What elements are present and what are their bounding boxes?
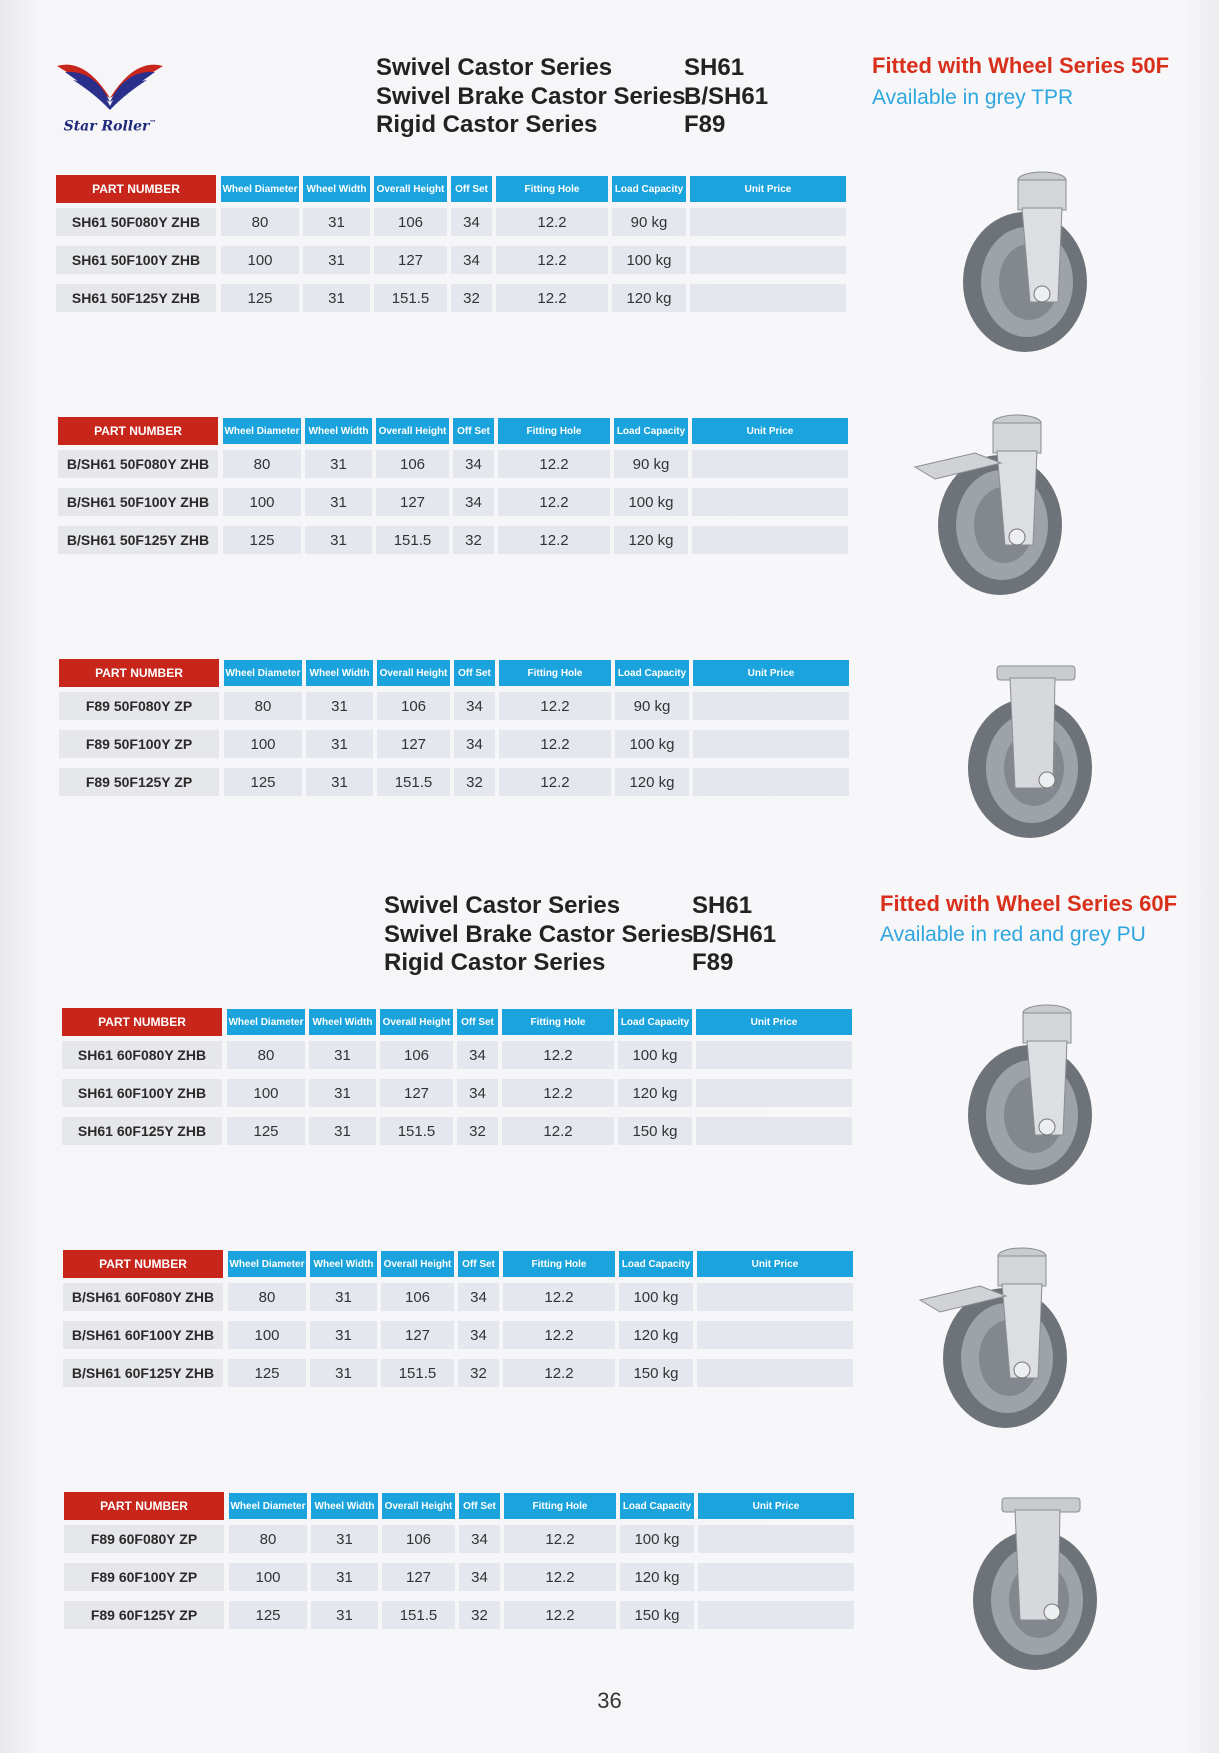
table-cell: 125 [221,284,299,312]
page-number: 36 [597,1688,622,1713]
star-roller-logo-icon [55,58,165,120]
table-cell: 31 [310,1283,377,1311]
series-name: Swivel Brake Castor Series [376,83,686,110]
table-cell: 12.2 [504,1563,616,1591]
table-cell: 12.2 [504,1525,616,1553]
part-number-cell: B/SH61 60F100Y ZHB [63,1321,223,1349]
column-header: Unit Price [692,418,848,444]
column-header: Wheel Width [310,1251,377,1277]
table-cell [693,730,849,758]
part-number-cell: SH61 60F125Y ZHB [62,1117,222,1145]
table-cell: 34 [458,1283,499,1311]
column-header: Load Capacity [619,1251,693,1277]
table-cell [696,1117,852,1145]
table-cell: 80 [227,1041,305,1069]
table-cell: 12.2 [496,284,608,312]
column-header: Off Set [454,660,495,686]
swivel-brake-castor-icon [910,1238,1110,1438]
column-header: Unit Price [696,1009,852,1035]
table-cell: 34 [454,692,495,720]
table-cell: 100 [227,1079,305,1107]
table-cell: 120 kg [619,1321,693,1349]
column-header: Wheel Diameter [224,660,302,686]
table-cell: 127 [381,1321,454,1349]
table-cell [693,768,849,796]
fitted-wheel-series: Fitted with Wheel Series 50F [872,53,1170,78]
column-header: PART NUMBER [59,659,219,687]
column-header: Wheel Diameter [221,176,299,202]
table-cell [697,1321,853,1349]
table-cell: 31 [306,692,373,720]
table-cell: 80 [229,1525,307,1553]
column-header: Off Set [451,176,492,202]
part-number-cell: SH61 60F100Y ZHB [62,1079,222,1107]
table-cell: 151.5 [377,768,450,796]
table-cell: 151.5 [376,526,449,554]
table-cell [697,1283,853,1311]
table-cell: 12.2 [503,1283,615,1311]
table-cell: 100 kg [618,1041,692,1069]
table-cell: 12.2 [499,730,611,758]
column-header: Fitting Hole [499,660,611,686]
spec-table [62,1008,852,1148]
part-number-cell: SH61 50F125Y ZHB [56,284,216,312]
column-header: PART NUMBER [64,1492,224,1520]
table-cell: 120 kg [615,768,689,796]
table-cell: 90 kg [615,692,689,720]
table-cell: 12.2 [496,208,608,236]
table-cell: 100 [228,1321,306,1349]
table-cell: 80 [228,1283,306,1311]
table-cell: 127 [376,488,449,516]
table-cell: 106 [376,450,449,478]
table-cell: 34 [451,208,492,236]
part-number-cell: SH61 50F100Y ZHB [56,246,216,274]
table-cell: 34 [459,1563,500,1591]
rigid-castor-icon [935,648,1135,848]
table-cell: 31 [305,488,372,516]
series-name: Swivel Castor Series [376,54,613,81]
table-cell: 125 [224,768,302,796]
table-cell: 31 [310,1321,377,1349]
table-cell: 34 [457,1041,498,1069]
table-cell [698,1525,854,1553]
table-cell: 32 [459,1601,500,1629]
series-code: B/SH61 [692,921,777,948]
part-number-cell: F89 60F080Y ZP [64,1525,224,1553]
table-cell: 100 [229,1563,307,1591]
table-cell: 12.2 [503,1321,615,1349]
table-cell: 120 kg [614,526,688,554]
table-cell: 31 [309,1117,376,1145]
part-number-cell: B/SH61 50F100Y ZHB [58,488,218,516]
table-cell: 31 [311,1601,378,1629]
table-cell: 32 [458,1359,499,1387]
table-cell: 127 [380,1079,453,1107]
table-cell: 12.2 [496,246,608,274]
table-cell: 12.2 [502,1117,614,1145]
table-cell [690,208,846,236]
table-cell: 31 [305,450,372,478]
brand-logo [55,58,165,138]
table-cell: 12.2 [498,488,610,516]
table-cell: 32 [453,526,494,554]
part-number-cell: B/SH61 60F125Y ZHB [63,1359,223,1387]
table-cell: 125 [229,1601,307,1629]
part-number-cell: B/SH61 50F125Y ZHB [58,526,218,554]
table-cell: 31 [305,526,372,554]
series-code: B/SH61 [684,83,769,110]
column-header: Overall Height [377,660,450,686]
series-name: Rigid Castor Series [376,111,598,138]
table-cell: 100 kg [615,730,689,758]
table-cell: 31 [303,284,370,312]
table-cell [696,1041,852,1069]
table-cell: 80 [223,450,301,478]
column-header: Wheel Width [306,660,373,686]
table-cell: 31 [309,1079,376,1107]
series-name: Swivel Castor Series [384,892,621,919]
column-header: Unit Price [690,176,846,202]
swivel-brake-castor-icon [905,405,1105,605]
table-cell: 125 [228,1359,306,1387]
table-cell: 127 [382,1563,455,1591]
table-cell: 100 kg [614,488,688,516]
spec-table [64,1492,854,1632]
table-cell: 120 kg [612,284,686,312]
series-code: F89 [692,949,734,976]
column-header: PART NUMBER [58,417,218,445]
table-cell: 12.2 [503,1359,615,1387]
column-header: Load Capacity [614,418,688,444]
table-cell [692,450,848,478]
table-cell: 31 [303,208,370,236]
table-cell: 12.2 [502,1041,614,1069]
spec-table [58,417,848,557]
series-code: SH61 [692,892,753,919]
table-cell [698,1563,854,1591]
part-number-cell: SH61 50F080Y ZHB [56,208,216,236]
part-number-cell: B/SH61 50F080Y ZHB [58,450,218,478]
table-cell: 12.2 [498,450,610,478]
table-cell: 151.5 [382,1601,455,1629]
series-name: Swivel Brake Castor Series [384,921,694,948]
column-header: Fitting Hole [498,418,610,444]
column-header: Wheel Width [309,1009,376,1035]
table-cell: 106 [382,1525,455,1553]
table-cell: 34 [454,730,495,758]
table-cell: 125 [227,1117,305,1145]
table-cell: 12.2 [504,1601,616,1629]
spec-table [59,659,849,799]
swivel-castor-icon [935,995,1135,1195]
column-header: Wheel Width [303,176,370,202]
column-header: Fitting Hole [504,1493,616,1519]
table-cell [698,1601,854,1629]
column-header: Off Set [457,1009,498,1035]
table-cell: 127 [374,246,447,274]
table-cell: 100 [223,488,301,516]
column-header: Unit Price [693,660,849,686]
table-cell: 151.5 [380,1117,453,1145]
part-number-cell: F89 50F125Y ZP [59,768,219,796]
table-cell [692,526,848,554]
table-cell [697,1359,853,1387]
column-header: Unit Price [697,1251,853,1277]
table-cell: 151.5 [381,1359,454,1387]
table-cell: 32 [457,1117,498,1145]
table-cell: 80 [224,692,302,720]
table-cell: 106 [377,692,450,720]
table-cell: 80 [221,208,299,236]
column-header: Off Set [453,418,494,444]
column-header: Load Capacity [612,176,686,202]
table-cell: 100 kg [620,1525,694,1553]
table-cell: 32 [451,284,492,312]
fitted-wheel-series: Fitted with Wheel Series 60F [880,891,1178,916]
column-header: Fitting Hole [503,1251,615,1277]
column-header: Fitting Hole [502,1009,614,1035]
column-header: Load Capacity [615,660,689,686]
column-header: Wheel Width [305,418,372,444]
table-cell: 127 [377,730,450,758]
column-header: Off Set [458,1251,499,1277]
table-cell: 34 [453,488,494,516]
column-header: Unit Price [698,1493,854,1519]
table-cell: 32 [454,768,495,796]
table-cell: 31 [311,1563,378,1591]
rigid-castor-icon [940,1480,1140,1680]
table-cell: 100 [221,246,299,274]
spec-table [63,1250,853,1390]
table-cell: 100 kg [619,1283,693,1311]
table-cell: 31 [306,730,373,758]
table-cell: 151.5 [374,284,447,312]
series-code: SH61 [684,54,745,81]
column-header: Overall Height [382,1493,455,1519]
table-cell: 31 [303,246,370,274]
column-header: Off Set [459,1493,500,1519]
part-number-cell: F89 50F100Y ZP [59,730,219,758]
table-cell: 31 [311,1525,378,1553]
column-header: PART NUMBER [62,1008,222,1036]
table-cell [693,692,849,720]
part-number-cell: SH61 60F080Y ZHB [62,1041,222,1069]
column-header: PART NUMBER [63,1250,223,1278]
series-name: Rigid Castor Series [384,949,606,976]
part-number-cell: F89 60F125Y ZP [64,1601,224,1629]
table-cell [692,488,848,516]
brand-name: Star Roller™ [63,118,157,135]
column-header: Wheel Diameter [229,1493,307,1519]
column-header: Load Capacity [618,1009,692,1035]
table-cell [696,1079,852,1107]
table-cell: 120 kg [618,1079,692,1107]
table-cell: 106 [381,1283,454,1311]
column-header: Fitting Hole [496,176,608,202]
swivel-castor-icon [930,162,1130,362]
table-cell: 34 [457,1079,498,1107]
table-cell: 125 [223,526,301,554]
table-cell: 100 [224,730,302,758]
table-cell: 106 [380,1041,453,1069]
column-header: Overall Height [381,1251,454,1277]
table-cell: 12.2 [499,692,611,720]
table-cell: 150 kg [618,1117,692,1145]
column-header: PART NUMBER [56,175,216,203]
column-header: Wheel Diameter [223,418,301,444]
table-cell: 150 kg [619,1359,693,1387]
table-cell: 100 kg [612,246,686,274]
table-cell: 34 [453,450,494,478]
table-cell: 12.2 [502,1079,614,1107]
table-cell: 90 kg [612,208,686,236]
table-cell: 31 [309,1041,376,1069]
column-header: Wheel Diameter [228,1251,306,1277]
table-cell: 34 [458,1321,499,1349]
availability-note: Available in grey TPR [872,86,1074,109]
table-cell: 34 [451,246,492,274]
column-header: Wheel Diameter [227,1009,305,1035]
table-cell: 34 [459,1525,500,1553]
table-cell [690,284,846,312]
table-cell: 31 [306,768,373,796]
availability-note: Available in red and grey PU [880,923,1146,946]
table-cell: 12.2 [498,526,610,554]
table-cell: 90 kg [614,450,688,478]
column-header: Overall Height [374,176,447,202]
table-cell: 106 [374,208,447,236]
series-code: F89 [684,111,726,138]
spec-table [56,175,846,315]
table-cell [690,246,846,274]
part-number-cell: B/SH61 60F080Y ZHB [63,1283,223,1311]
table-cell: 150 kg [620,1601,694,1629]
table-cell: 120 kg [620,1563,694,1591]
table-cell: 31 [310,1359,377,1387]
table-cell: 12.2 [499,768,611,796]
column-header: Overall Height [380,1009,453,1035]
column-header: Overall Height [376,418,449,444]
part-number-cell: F89 60F100Y ZP [64,1563,224,1591]
column-header: Wheel Width [311,1493,378,1519]
part-number-cell: F89 50F080Y ZP [59,692,219,720]
column-header: Load Capacity [620,1493,694,1519]
